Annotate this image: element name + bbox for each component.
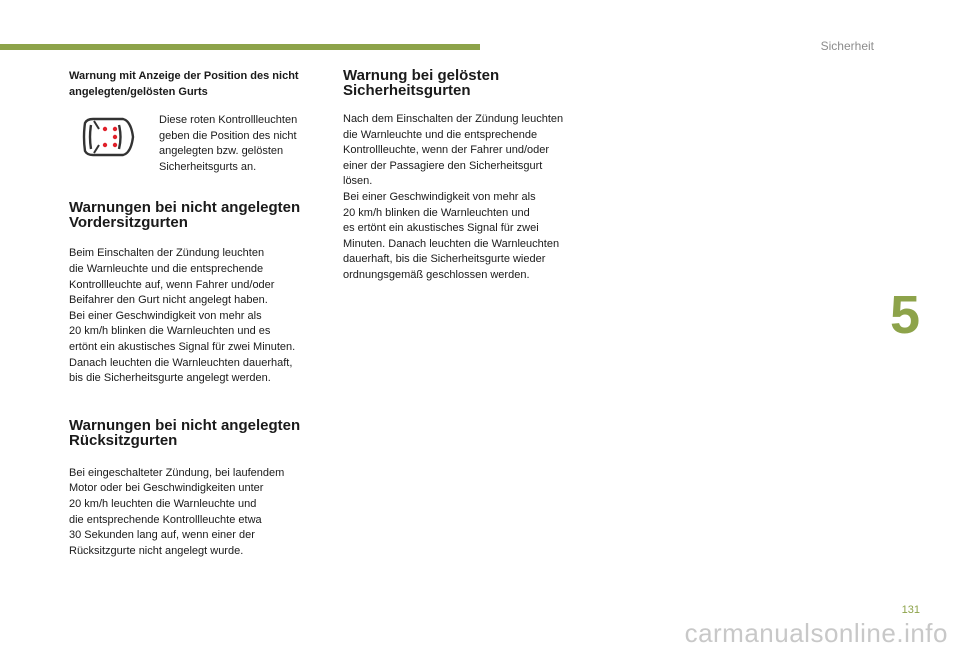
page-number: 131	[901, 604, 920, 616]
seat-belt-position-car-icon	[79, 115, 135, 159]
chapter-label: Sicherheit	[820, 39, 874, 53]
middle-column	[343, 68, 598, 284]
front-seatbelt-text: Beim Einschalten der Zündung leuchten die Warnleuchte und die entsprechende Kontrollleuchte auf, wenn Fahrer und/oder Beifahrer den Gurt nicht angelegt haben. Bei einer Geschwindigkeit von mehr als 20 km/h blinken die Warnleuchten und es ertönt ein akustisches Signal für zwei Minuten. Danach leuchten die Warnleuchten dauerhaft, bis die Sicherheitsgurte angelegt werden.	[69, 247, 296, 385]
rear-seatbelt-text: Bei eingeschalteter Zündung, bei laufendem Motor oder bei Geschwindigkeiten unter 20 km/h leuchten die Warnleuchte und die entsprechende Kontrollleuchte etwa 30 Sekunden lang auf, wenn einer der Rücksitzgurte nicht angelegt wurde.	[69, 466, 285, 557]
front-seatbelt-heading: Warnungen bei nicht angelegten Vordersitzgurten	[69, 199, 301, 232]
seatbelt-position-subheading: Warnung mit Anzeige der Position des nicht angelegten/gelösten Gurts	[69, 70, 299, 98]
watermark: carmanualsonline.info	[684, 618, 948, 648]
released-seatbelt-text: Nach dem Einschalten der Zündung leuchten die Warnleuchte und die entsprechende Kontrollleuchte, wenn der Fahrer und/oder einer der Passagiere den Sicherheitsgurt lösen. Bei einer Geschwindigkeit von mehr als 20 km/h blinken die Warnleuchten und es ertönt ein akustisches Signal für zwei Minuten. Danach leuchten die Warnleuchten dauerhaft, bis die Sicherheitsgurte wieder ordnungsgemäß geschlossen werden.	[343, 113, 564, 281]
rear-seatbelt-heading: Warnungen bei nicht angelegten Rücksitzgurten	[69, 416, 301, 449]
released-seatbelt-heading: Warnung bei gelösten Sicherheitsgurten	[343, 67, 500, 99]
left-column	[69, 68, 329, 559]
chapter-color-bar	[0, 44, 480, 50]
chapter-number: 5	[890, 285, 921, 345]
seatbelt-icon-description: Diese roten Kontrollleuchten geben die Position des nicht angelegten bzw. gelösten Sicherheitsgurts an.	[159, 114, 298, 173]
seatbelt-icon-row	[69, 113, 329, 175]
